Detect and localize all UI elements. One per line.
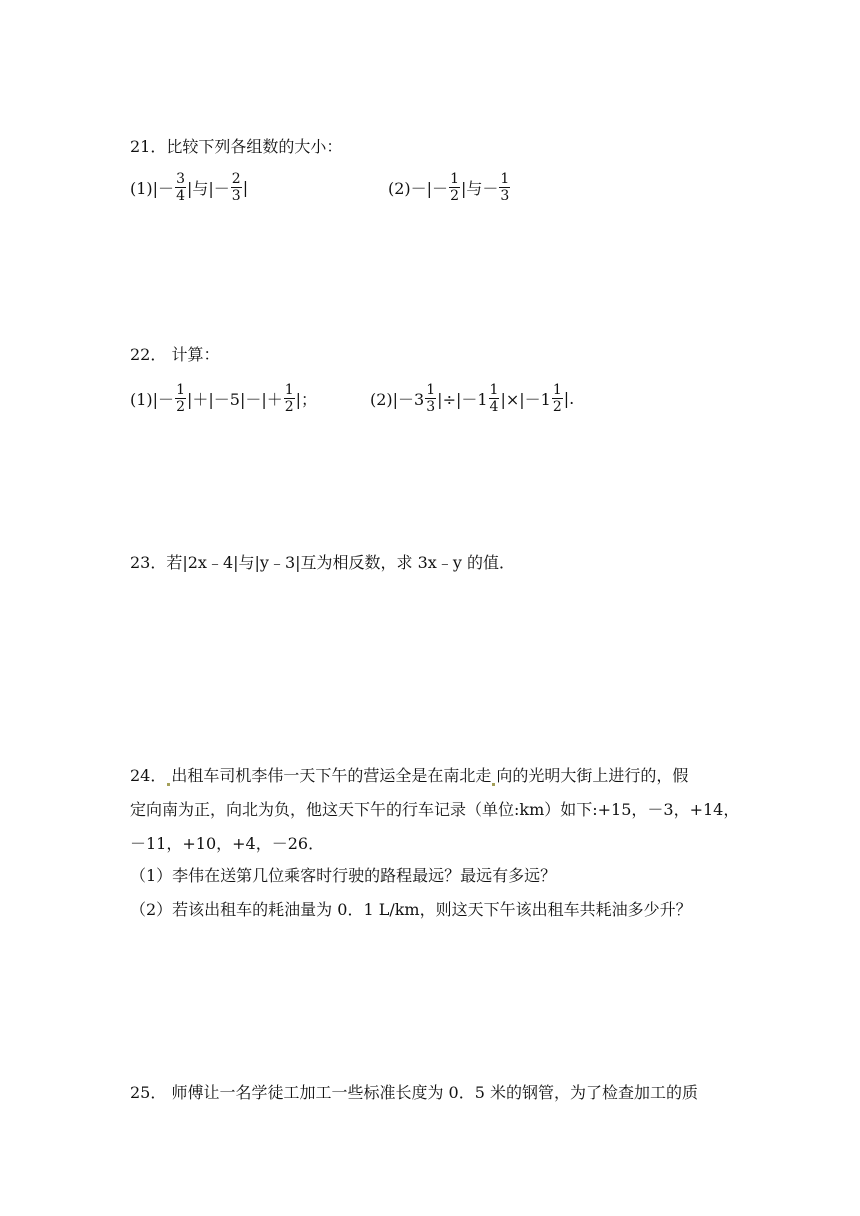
q22-p2-mid2: |×|－1 [500, 389, 551, 409]
q21-p1-label: (1)|－ [130, 178, 175, 198]
q22-p1-tail: |； [295, 389, 318, 409]
annotation-dot-icon [167, 783, 170, 786]
q24-line1-part2: 向的光明大街上进行的，假 [496, 766, 689, 785]
q24-line1-part1: 出租车司机李伟一天下午的营运全是在南北走 [171, 766, 492, 785]
denominator: 2 [450, 187, 459, 204]
numerator: 2 [231, 170, 241, 187]
numerator: 1 [284, 381, 294, 398]
q21-p2-mid: |与－ [460, 178, 499, 198]
q21-p1-frac2 [231, 171, 242, 204]
numerator: 1 [450, 170, 459, 187]
q21-part2 [388, 165, 511, 209]
numerator: 1 [489, 381, 499, 398]
q22-title: 22． 计算： [130, 345, 220, 364]
numerator: 1 [552, 381, 562, 398]
denominator: 3 [500, 187, 510, 204]
q22-part2 [370, 376, 574, 420]
numerator: 1 [176, 381, 185, 398]
q24-number: 24． [130, 766, 167, 785]
q22-p2-frac1 [425, 382, 436, 415]
numerator: 3 [176, 170, 185, 187]
annotation-dot-icon [492, 783, 495, 786]
denominator: 2 [284, 398, 294, 415]
q24-sub1: （1）李伟在送第几位乘客时行驶的路程最远？最远有多远？ [130, 866, 557, 885]
q24-line1 [130, 766, 688, 786]
q22-part1 [130, 376, 317, 420]
denominator: 2 [552, 398, 562, 415]
q21-part1 [130, 165, 248, 209]
q21-p2-label: (2)－|－ [388, 178, 449, 198]
denominator: 4 [176, 187, 185, 204]
q22-p1-label: (1)|－ [130, 389, 175, 409]
q22-p1-frac2 [284, 382, 295, 415]
denominator: 4 [489, 398, 499, 415]
denominator: 3 [231, 187, 241, 204]
q23-text: 23．若|2x﹣4|与|y﹣3|互为相反数，求 3x﹣y 的值． [130, 553, 515, 572]
q22-p2-tail: |. [563, 388, 575, 408]
denominator: 2 [176, 398, 185, 415]
q25-text: 25． 师傅让一名学徒工加工一些标准长度为 0．5 米的钢管，为了检查加工的质 [130, 1083, 698, 1102]
q22-p2-label: (2)|－3 [370, 389, 425, 409]
q21-p2-frac1 [449, 171, 460, 204]
q22-p2-frac2 [489, 382, 500, 415]
q24-sub2: （2）若该出租车的耗油量为 0．1 L/km，则这天下午该出租车共耗油多少升？ [130, 900, 692, 919]
q22-p2-frac3 [552, 382, 563, 415]
q21-p1-tail: | [242, 177, 249, 197]
q22-p1-mid: |＋|－5|－|＋ [186, 389, 283, 409]
q24-line2: 定向南为正，向北为负，他这天下午的行车记录（单位:km）如下:+15，－3，+14， [130, 800, 740, 819]
q21-p1-frac1 [175, 171, 186, 204]
q22-p2-mid1: |÷|－1 [437, 389, 488, 409]
q22-p1-frac1 [175, 382, 186, 415]
numerator: 1 [500, 170, 510, 187]
q21-title: 21．比较下列各组数的大小： [130, 137, 343, 156]
q21-p2-frac2 [499, 171, 510, 204]
numerator: 1 [426, 381, 436, 398]
q24-line3: －11，+10，+4，－26． [130, 834, 325, 853]
q21-p1-mid: |与|－ [186, 178, 230, 198]
denominator: 3 [426, 398, 436, 415]
